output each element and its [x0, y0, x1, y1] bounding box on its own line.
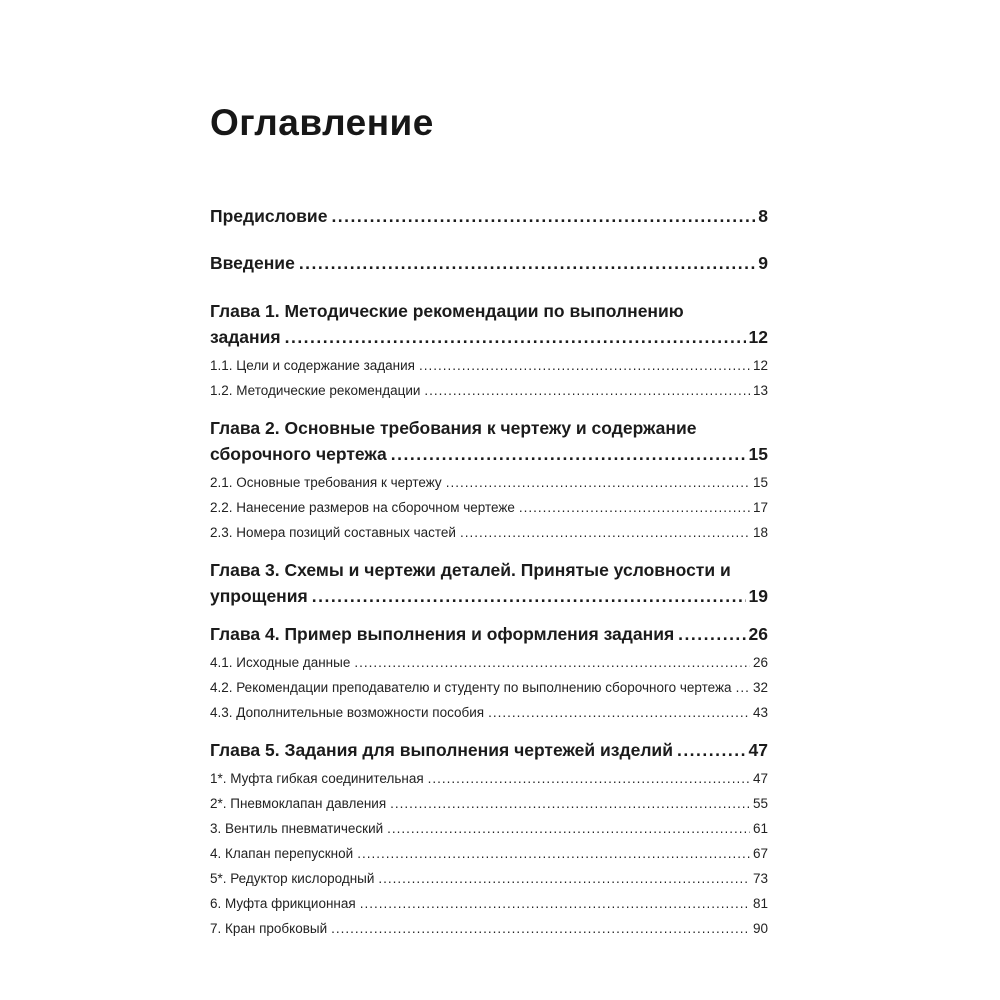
- toc-entry-label: 2.1. Основные требования к чертежу: [210, 475, 442, 490]
- toc-entry: [210, 817, 768, 841]
- toc-entry: [210, 496, 768, 520]
- dot-leader-icon: [354, 651, 750, 675]
- toc-entry-row: [210, 441, 768, 467]
- toc-entry-row: [210, 354, 768, 378]
- toc-entry-label: 4.1. Исходные данные: [210, 655, 351, 670]
- toc-entry-first-line: Глава 2. Основные требования к чертежу и содержание: [210, 418, 697, 438]
- dot-leader-icon: [391, 441, 746, 467]
- dot-leader-icon: [378, 867, 750, 891]
- dot-leader-icon: [312, 583, 746, 609]
- page-number: 73: [752, 871, 768, 886]
- toc-entry: [210, 621, 768, 647]
- page-number: 12: [748, 327, 768, 347]
- page-number: 12: [752, 358, 768, 373]
- toc-entry: [210, 252, 768, 274]
- toc-entry-row: [210, 471, 768, 495]
- dot-leader-icon: [460, 521, 750, 545]
- dot-leader-icon: [360, 892, 750, 916]
- toc-entry-label: Введение: [210, 253, 295, 273]
- page-number: 8: [758, 206, 768, 226]
- page-number: 47: [748, 740, 768, 760]
- dot-leader-icon: [488, 701, 750, 725]
- toc-entry: [210, 737, 768, 763]
- toc-entry-row: [210, 621, 768, 647]
- page-number: 47: [752, 771, 768, 786]
- toc-entry-label: 4. Клапан перепускной: [210, 846, 354, 861]
- dot-leader-icon: [331, 205, 755, 227]
- toc-list: [210, 205, 768, 941]
- dot-leader-icon: [357, 842, 750, 866]
- page-number: 90: [752, 921, 768, 936]
- dot-leader-icon: [677, 737, 746, 763]
- toc-entry-row: [210, 867, 768, 891]
- page-number: 43: [752, 705, 768, 720]
- toc-entry-label: 1.2. Методические рекомендации: [210, 383, 421, 398]
- toc-entry: [210, 676, 768, 700]
- toc-entry-label: 1.1. Цели и содержание задания: [210, 358, 415, 373]
- toc-entry-row: [210, 792, 768, 816]
- page-number: 55: [752, 796, 768, 811]
- toc-entry: [210, 354, 768, 378]
- page-number: 9: [758, 253, 768, 273]
- toc-entry-label: 2.2. Нанесение размеров на сборочном чертеже: [210, 500, 515, 515]
- toc-entry-row: [210, 892, 768, 916]
- toc-entry-label: Глава 5. Задания для выполнения чертежей изделий: [210, 740, 673, 760]
- toc-entry: [210, 471, 768, 495]
- toc-entry-label: 2*. Пневмоклапан давления: [210, 796, 387, 811]
- dot-leader-icon: [285, 324, 746, 350]
- toc-entry-label: сборочного чертежа: [210, 444, 387, 464]
- toc-entry-row: [210, 521, 768, 545]
- dot-leader-icon: [299, 252, 755, 274]
- dot-leader-icon: [387, 817, 750, 841]
- toc-entry-row: [210, 324, 768, 350]
- toc-entry: [210, 917, 768, 941]
- page-number: 15: [748, 444, 768, 464]
- toc-entry: [210, 205, 768, 227]
- toc-entry: [210, 651, 768, 675]
- page-number: 26: [748, 624, 768, 644]
- toc-entry: [210, 415, 768, 467]
- dot-leader-icon: [419, 354, 750, 378]
- toc-entry: [210, 701, 768, 725]
- toc-entry-label: 6. Муфта фрикционная: [210, 896, 356, 911]
- toc-entry-row: [210, 737, 768, 763]
- toc-entry-first-line: Глава 1. Методические рекомендации по выполнению: [210, 301, 684, 321]
- page-number: 26: [752, 655, 768, 670]
- dot-leader-icon: [446, 471, 750, 495]
- toc-entry-label: 4.3. Дополнительные возможности пособия: [210, 705, 485, 720]
- toc-entry-row: [210, 767, 768, 791]
- page-number: 81: [752, 896, 768, 911]
- page-title: Оглавление: [210, 102, 434, 143]
- page-number: 19: [748, 586, 768, 606]
- toc-entry: [210, 867, 768, 891]
- dot-leader-icon: [331, 917, 750, 941]
- toc-entry-label: 7. Кран пробковый: [210, 921, 328, 936]
- toc-entry: [210, 298, 768, 350]
- toc-entry-first-line: Глава 3. Схемы и чертежи деталей. Принятые условности и: [210, 560, 731, 580]
- toc-entry-label: Предисловие: [210, 206, 328, 226]
- dot-leader-icon: [678, 621, 745, 647]
- toc-entry: [210, 521, 768, 545]
- toc-entry: [210, 557, 768, 609]
- toc-entry: [210, 892, 768, 916]
- page-number: 13: [752, 383, 768, 398]
- toc-entry-label: 5*. Редуктор кислородный: [210, 871, 375, 886]
- dot-leader-icon: [390, 792, 750, 816]
- toc-entry-label: упрощения: [210, 586, 308, 606]
- toc-entry-label: 2.3. Номера позиций составных частей: [210, 525, 456, 540]
- page-number: 15: [752, 475, 768, 490]
- toc-entry-row: [210, 379, 768, 403]
- page-number: 18: [752, 525, 768, 540]
- toc-entry-row: [210, 496, 768, 520]
- page-number: 32: [752, 680, 768, 695]
- toc-entry: [210, 379, 768, 403]
- toc-entry-row: [210, 252, 768, 274]
- toc-entry-row: [210, 701, 768, 725]
- page-number: 17: [752, 500, 768, 515]
- toc-entry-label: 1*. Муфта гибкая соединительная: [210, 771, 424, 786]
- toc-entry-row: [210, 817, 768, 841]
- toc-entry-row: [210, 917, 768, 941]
- toc-entry-label: задания: [210, 327, 281, 347]
- toc-entry-label: 3. Вентиль пневматический: [210, 821, 384, 836]
- toc-entry-row: [210, 205, 768, 227]
- toc-entry-label: 4.2. Рекомендации преподавателю и студенту по выполнению сборочного чертежа: [210, 680, 732, 695]
- dot-leader-icon: [424, 379, 750, 403]
- dot-leader-icon: [519, 496, 750, 520]
- dot-leader-icon: [428, 767, 750, 791]
- toc-entry: [210, 842, 768, 866]
- toc-entry-row: [210, 651, 768, 675]
- dot-leader-icon: [736, 676, 750, 700]
- page-number: 67: [752, 846, 768, 861]
- toc-entry: [210, 767, 768, 791]
- toc-entry-row: [210, 583, 768, 609]
- toc-entry-row: [210, 842, 768, 866]
- toc-entry-label: Глава 4. Пример выполнения и оформления задания: [210, 624, 675, 644]
- toc-entry-row: [210, 676, 768, 700]
- toc-entry: [210, 792, 768, 816]
- page-number: 61: [752, 821, 768, 836]
